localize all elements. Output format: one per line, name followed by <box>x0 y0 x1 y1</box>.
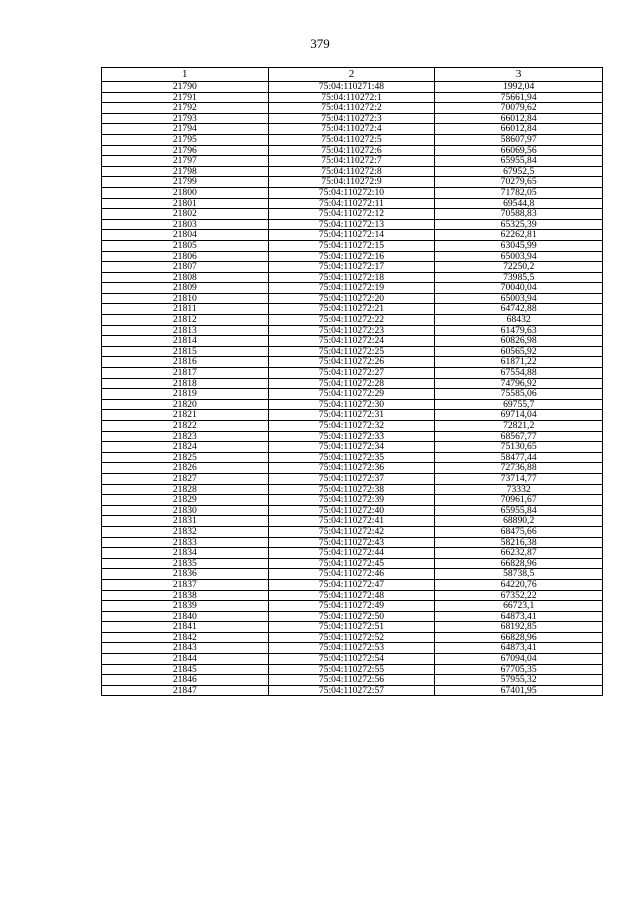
value-cell: 72821,2 <box>435 421 603 432</box>
row-number-cell: 21813 <box>102 325 269 336</box>
value-cell: 72736,88 <box>435 463 603 474</box>
value-cell: 70079,62 <box>435 103 603 114</box>
table-row <box>102 113 603 124</box>
row-number-cell: 21819 <box>102 389 269 400</box>
value-cell: 58216,38 <box>435 537 603 548</box>
value-cell: 70588,83 <box>435 209 603 220</box>
row-number-cell: 21801 <box>102 198 269 209</box>
table-row <box>102 675 603 686</box>
table-row <box>102 442 603 453</box>
row-number-cell: 21836 <box>102 569 269 580</box>
table-row <box>102 654 603 665</box>
table-row <box>102 92 603 103</box>
cadastral-number-cell: 75:04:110272:38 <box>268 484 435 495</box>
cadastral-number-cell: 75:04:110272:9 <box>268 177 435 188</box>
table-row <box>102 251 603 262</box>
cadastral-number-cell: 75:04:110272:47 <box>268 579 435 590</box>
cadastral-number-cell: 75:04:110271:48 <box>268 82 435 93</box>
row-number-cell: 21808 <box>102 272 269 283</box>
row-number-cell: 21820 <box>102 399 269 410</box>
row-number-cell: 21824 <box>102 442 269 453</box>
cadastral-number-cell: 75:04:110272:15 <box>268 240 435 251</box>
row-number-cell: 21796 <box>102 145 269 156</box>
cadastral-number-cell: 75:04:110272:49 <box>268 601 435 612</box>
row-number-cell: 21799 <box>102 177 269 188</box>
table-row <box>102 283 603 294</box>
cadastral-number-cell: 75:04:110272:20 <box>268 293 435 304</box>
value-cell: 70961,67 <box>435 495 603 506</box>
row-number-cell: 21793 <box>102 113 269 124</box>
row-number-cell: 21815 <box>102 346 269 357</box>
cadastral-number-cell: 75:04:110272:21 <box>268 304 435 315</box>
cadastral-table <box>101 67 603 696</box>
row-number-cell: 21841 <box>102 622 269 633</box>
row-number-cell: 21843 <box>102 643 269 654</box>
table-row <box>102 325 603 336</box>
row-number-cell: 21814 <box>102 336 269 347</box>
cadastral-number-cell: 75:04:110272:17 <box>268 262 435 273</box>
cadastral-number-cell: 75:04:110272:6 <box>268 145 435 156</box>
cadastral-number-cell: 75:04:110272:55 <box>268 664 435 675</box>
table-row <box>102 145 603 156</box>
value-cell: 65955,84 <box>435 156 603 167</box>
cadastral-number-cell: 75:04:110272:32 <box>268 421 435 432</box>
column-header-2: 2 <box>268 68 435 82</box>
row-number-cell: 21828 <box>102 484 269 495</box>
table-row <box>102 134 603 145</box>
cadastral-number-cell: 75:04:110272:2 <box>268 103 435 114</box>
value-cell: 74796,92 <box>435 378 603 389</box>
row-number-cell: 21837 <box>102 579 269 590</box>
row-number-cell: 21822 <box>102 421 269 432</box>
table-row <box>102 187 603 198</box>
table-row <box>102 124 603 135</box>
row-number-cell: 21805 <box>102 240 269 251</box>
table-row <box>102 558 603 569</box>
value-cell: 65003,94 <box>435 293 603 304</box>
row-number-cell: 21806 <box>102 251 269 262</box>
cadastral-number-cell: 75:04:110272:37 <box>268 473 435 484</box>
row-number-cell: 21846 <box>102 675 269 686</box>
cadastral-number-cell: 75:04:110272:13 <box>268 219 435 230</box>
value-cell: 1992,04 <box>435 82 603 93</box>
row-number-cell: 21834 <box>102 548 269 559</box>
row-number-cell: 21827 <box>102 473 269 484</box>
row-number-cell: 21817 <box>102 368 269 379</box>
value-cell: 75585,06 <box>435 389 603 400</box>
column-header-1: 1 <box>102 68 269 82</box>
table-row <box>102 516 603 527</box>
row-number-cell: 21832 <box>102 526 269 537</box>
cadastral-number-cell: 75:04:110272:46 <box>268 569 435 580</box>
cadastral-number-cell: 75:04:110272:51 <box>268 622 435 633</box>
table-row <box>102 209 603 220</box>
table-row <box>102 537 603 548</box>
table-row <box>102 664 603 675</box>
row-number-cell: 21842 <box>102 632 269 643</box>
cadastral-number-cell: 75:04:110272:54 <box>268 654 435 665</box>
table-row <box>102 272 603 283</box>
table-row <box>102 177 603 188</box>
cadastral-number-cell: 75:04:110272:48 <box>268 590 435 601</box>
value-cell: 75130,65 <box>435 442 603 453</box>
value-cell: 60565,92 <box>435 346 603 357</box>
value-cell: 65003,94 <box>435 251 603 262</box>
value-cell: 66069,56 <box>435 145 603 156</box>
cadastral-number-cell: 75:04:110272:14 <box>268 230 435 241</box>
table-body <box>102 82 603 696</box>
value-cell: 61871,22 <box>435 357 603 368</box>
value-cell: 69544,8 <box>435 198 603 209</box>
cadastral-number-cell: 75:04:110272:26 <box>268 357 435 368</box>
value-cell: 69755,7 <box>435 399 603 410</box>
cadastral-number-cell: 75:04:110272:28 <box>268 378 435 389</box>
value-cell: 64873,41 <box>435 643 603 654</box>
cadastral-number-cell: 75:04:110272:33 <box>268 431 435 442</box>
table-row <box>102 495 603 506</box>
table-row <box>102 632 603 643</box>
table-row <box>102 240 603 251</box>
table-row <box>102 219 603 230</box>
table-row <box>102 473 603 484</box>
table-row <box>102 399 603 410</box>
value-cell: 73985,5 <box>435 272 603 283</box>
value-cell: 67705,35 <box>435 664 603 675</box>
value-cell: 58738,5 <box>435 569 603 580</box>
value-cell: 58477,44 <box>435 452 603 463</box>
row-number-cell: 21797 <box>102 156 269 167</box>
table-row <box>102 230 603 241</box>
cadastral-number-cell: 75:04:110272:1 <box>268 92 435 103</box>
table-header <box>102 68 603 82</box>
table-row <box>102 643 603 654</box>
table-row <box>102 548 603 559</box>
cadastral-number-cell: 75:04:110272:41 <box>268 516 435 527</box>
value-cell: 66232,87 <box>435 548 603 559</box>
row-number-cell: 21794 <box>102 124 269 135</box>
page-number: 379 <box>310 36 330 51</box>
table-row <box>102 262 603 273</box>
value-cell: 68890,2 <box>435 516 603 527</box>
table-row <box>102 378 603 389</box>
cadastral-number-cell: 75:04:110272:53 <box>268 643 435 654</box>
row-number-cell: 21839 <box>102 601 269 612</box>
table-row <box>102 82 603 93</box>
header-row <box>102 68 603 82</box>
cadastral-number-cell: 75:04:110272:52 <box>268 632 435 643</box>
cadastral-number-cell: 75:04:110272:3 <box>268 113 435 124</box>
cadastral-number-cell: 75:04:110272:39 <box>268 495 435 506</box>
cadastral-number-cell: 75:04:110272:24 <box>268 336 435 347</box>
cadastral-number-cell: 75:04:110272:12 <box>268 209 435 220</box>
table-row <box>102 463 603 474</box>
value-cell: 73332 <box>435 484 603 495</box>
value-cell: 58607,97 <box>435 134 603 145</box>
value-cell: 64873,41 <box>435 611 603 622</box>
row-number-cell: 21835 <box>102 558 269 569</box>
table-row <box>102 198 603 209</box>
cadastral-number-cell: 75:04:110272:57 <box>268 685 435 696</box>
cadastral-number-cell: 75:04:110272:7 <box>268 156 435 167</box>
table-row <box>102 421 603 432</box>
value-cell: 70040,04 <box>435 283 603 294</box>
table-row <box>102 156 603 167</box>
table-row <box>102 601 603 612</box>
row-number-cell: 21810 <box>102 293 269 304</box>
cadastral-number-cell: 75:04:110272:10 <box>268 187 435 198</box>
value-cell: 65325,39 <box>435 219 603 230</box>
value-cell: 66828,96 <box>435 558 603 569</box>
table-row <box>102 410 603 421</box>
value-cell: 67352,22 <box>435 590 603 601</box>
row-number-cell: 21792 <box>102 103 269 114</box>
table-row <box>102 484 603 495</box>
row-number-cell: 21809 <box>102 283 269 294</box>
cadastral-number-cell: 75:04:110272:50 <box>268 611 435 622</box>
cadastral-number-cell: 75:04:110272:44 <box>268 548 435 559</box>
value-cell: 68475,66 <box>435 526 603 537</box>
row-number-cell: 21807 <box>102 262 269 273</box>
value-cell: 62262,81 <box>435 230 603 241</box>
value-cell: 68192,85 <box>435 622 603 633</box>
value-cell: 64742,88 <box>435 304 603 315</box>
value-cell: 65955,84 <box>435 505 603 516</box>
row-number-cell: 21803 <box>102 219 269 230</box>
row-number-cell: 21840 <box>102 611 269 622</box>
row-number-cell: 21826 <box>102 463 269 474</box>
table-row <box>102 103 603 114</box>
cadastral-number-cell: 75:04:110272:30 <box>268 399 435 410</box>
column-header-3: 3 <box>435 68 603 82</box>
value-cell: 66723,1 <box>435 601 603 612</box>
value-cell: 67554,88 <box>435 368 603 379</box>
table-row <box>102 452 603 463</box>
cadastral-number-cell: 75:04:110272:16 <box>268 251 435 262</box>
cadastral-number-cell: 75:04:110272:23 <box>268 325 435 336</box>
table-row <box>102 357 603 368</box>
cadastral-number-cell: 75:04:110272:31 <box>268 410 435 421</box>
table-row <box>102 569 603 580</box>
value-cell: 63045,99 <box>435 240 603 251</box>
table-row <box>102 389 603 400</box>
row-number-cell: 21831 <box>102 516 269 527</box>
table-row <box>102 505 603 516</box>
row-number-cell: 21811 <box>102 304 269 315</box>
row-number-cell: 21802 <box>102 209 269 220</box>
row-number-cell: 21838 <box>102 590 269 601</box>
row-number-cell: 21795 <box>102 134 269 145</box>
value-cell: 73714,77 <box>435 473 603 484</box>
value-cell: 72250,2 <box>435 262 603 273</box>
table-row <box>102 166 603 177</box>
cadastral-number-cell: 75:04:110272:35 <box>268 452 435 463</box>
row-number-cell: 21804 <box>102 230 269 241</box>
row-number-cell: 21847 <box>102 685 269 696</box>
table-row <box>102 431 603 442</box>
value-cell: 67401,95 <box>435 685 603 696</box>
row-number-cell: 21800 <box>102 187 269 198</box>
row-number-cell: 21823 <box>102 431 269 442</box>
cadastral-number-cell: 75:04:110272:56 <box>268 675 435 686</box>
cadastral-number-cell: 75:04:110272:8 <box>268 166 435 177</box>
value-cell: 57955,32 <box>435 675 603 686</box>
row-number-cell: 21830 <box>102 505 269 516</box>
value-cell: 69714,04 <box>435 410 603 421</box>
table-row <box>102 336 603 347</box>
cadastral-number-cell: 75:04:110272:27 <box>268 368 435 379</box>
table-row <box>102 611 603 622</box>
row-number-cell: 21844 <box>102 654 269 665</box>
value-cell: 70279,65 <box>435 177 603 188</box>
cadastral-number-cell: 75:04:110272:18 <box>268 272 435 283</box>
row-number-cell: 21791 <box>102 92 269 103</box>
table-row <box>102 579 603 590</box>
cadastral-number-cell: 75:04:110272:40 <box>268 505 435 516</box>
cadastral-number-cell: 75:04:110272:19 <box>268 283 435 294</box>
table-row <box>102 368 603 379</box>
table-row <box>102 526 603 537</box>
cadastral-number-cell: 75:04:110272:4 <box>268 124 435 135</box>
row-number-cell: 21790 <box>102 82 269 93</box>
value-cell: 68567,77 <box>435 431 603 442</box>
table-row <box>102 346 603 357</box>
cadastral-number-cell: 75:04:110272:25 <box>268 346 435 357</box>
table-row <box>102 590 603 601</box>
value-cell: 75661,94 <box>435 92 603 103</box>
value-cell: 66828,96 <box>435 632 603 643</box>
cadastral-number-cell: 75:04:110272:5 <box>268 134 435 145</box>
value-cell: 66012,84 <box>435 124 603 135</box>
row-number-cell: 21845 <box>102 664 269 675</box>
table-row <box>102 293 603 304</box>
cadastral-number-cell: 75:04:110272:22 <box>268 315 435 326</box>
table-row <box>102 685 603 696</box>
row-number-cell: 21816 <box>102 357 269 368</box>
row-number-cell: 21818 <box>102 378 269 389</box>
cadastral-number-cell: 75:04:110272:43 <box>268 537 435 548</box>
row-number-cell: 21825 <box>102 452 269 463</box>
cadastral-number-cell: 75:04:110272:42 <box>268 526 435 537</box>
row-number-cell: 21829 <box>102 495 269 506</box>
cadastral-number-cell: 75:04:110272:29 <box>268 389 435 400</box>
value-cell: 66012,84 <box>435 113 603 124</box>
cadastral-number-cell: 75:04:110272:11 <box>268 198 435 209</box>
row-number-cell: 21798 <box>102 166 269 177</box>
cadastral-number-cell: 75:04:110272:45 <box>268 558 435 569</box>
value-cell: 71782,05 <box>435 187 603 198</box>
value-cell: 67094,04 <box>435 654 603 665</box>
value-cell: 67952,5 <box>435 166 603 177</box>
value-cell: 60826,98 <box>435 336 603 347</box>
value-cell: 61479,63 <box>435 325 603 336</box>
row-number-cell: 21812 <box>102 315 269 326</box>
cadastral-number-cell: 75:04:110272:34 <box>268 442 435 453</box>
cadastral-number-cell: 75:04:110272:36 <box>268 463 435 474</box>
value-cell: 68432 <box>435 315 603 326</box>
row-number-cell: 21833 <box>102 537 269 548</box>
table-row <box>102 622 603 633</box>
table-row <box>102 315 603 326</box>
value-cell: 64220,76 <box>435 579 603 590</box>
row-number-cell: 21821 <box>102 410 269 421</box>
table-row <box>102 304 603 315</box>
